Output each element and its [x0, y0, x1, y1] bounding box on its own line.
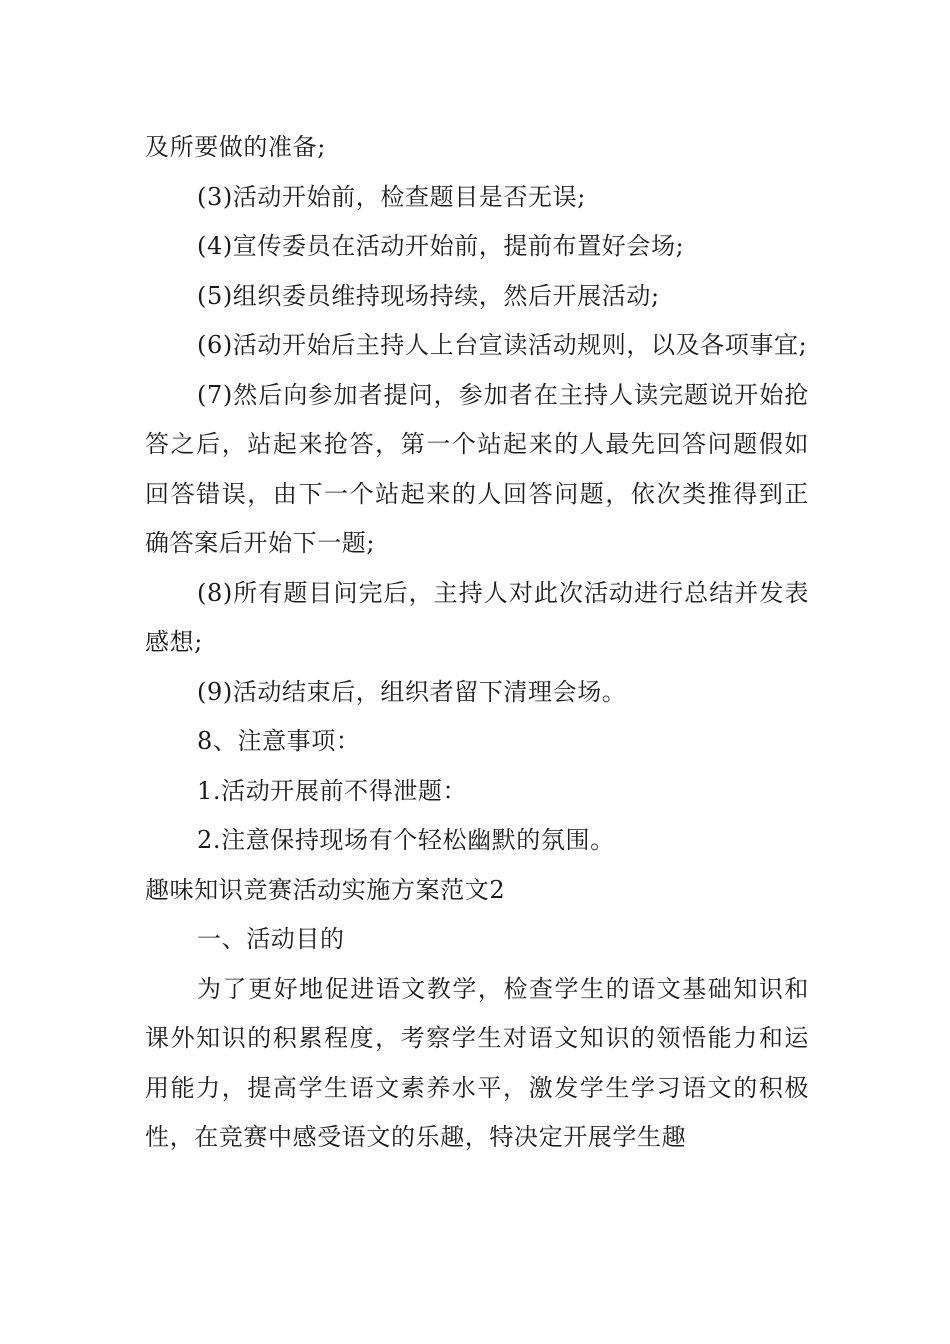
- paragraph-11: 2.注意保持现场有个轻松幽默的氛围。: [197, 826, 615, 854]
- paragraph-14: 为了更好地促进语文教学，检查学生的语文基础知识和课外知识的积累程度，考察学生对语文知识的领悟能力和运用能力，提高学生语文素养水平，激发学生学习语文的积极性，在竞赛中感受语文的乐趣，特决定开展学生趣: [145, 974, 809, 1151]
- paragraph-1: 及所要做的准备;: [145, 133, 326, 161]
- paragraph-7: (8)所有题目问完后，主持人对此次活动进行总结并发表感想;: [145, 578, 809, 656]
- paragraph-10: 1.活动开展前不得泄题：: [197, 776, 468, 805]
- paragraph-3: (4)宣传委员在活动开始前，提前布置好会场;: [197, 232, 685, 260]
- paragraph-4: (5)组织委员维持现场持续，然后开展活动;: [197, 281, 660, 310]
- paragraph-2: (3)活动开始前，检查题目是否无误;: [197, 182, 586, 211]
- article-title: 趣味知识竞赛活动实施方案范文2: [145, 875, 506, 904]
- paragraph-5: (6)活动开始后主持人上台宣读活动规则，以及各项事宜;: [197, 331, 808, 359]
- document-body: [145, 123, 809, 1163]
- paragraph-8: (9)活动结束后，组织者留下清理会场。: [197, 677, 627, 706]
- paragraph-6: (7)然后向参加者提问，参加者在主持人读完题说开始抢答之后，站起来抢答，第一个站起来的人最先回答问题假如回答错误，由下一个站起来的人回答问题，依次类推得到正确答案后开始下一题;: [145, 380, 809, 557]
- section-heading-purpose: 一、活动目的: [197, 925, 345, 953]
- section-heading-notes: 8、注意事项：: [197, 727, 361, 755]
